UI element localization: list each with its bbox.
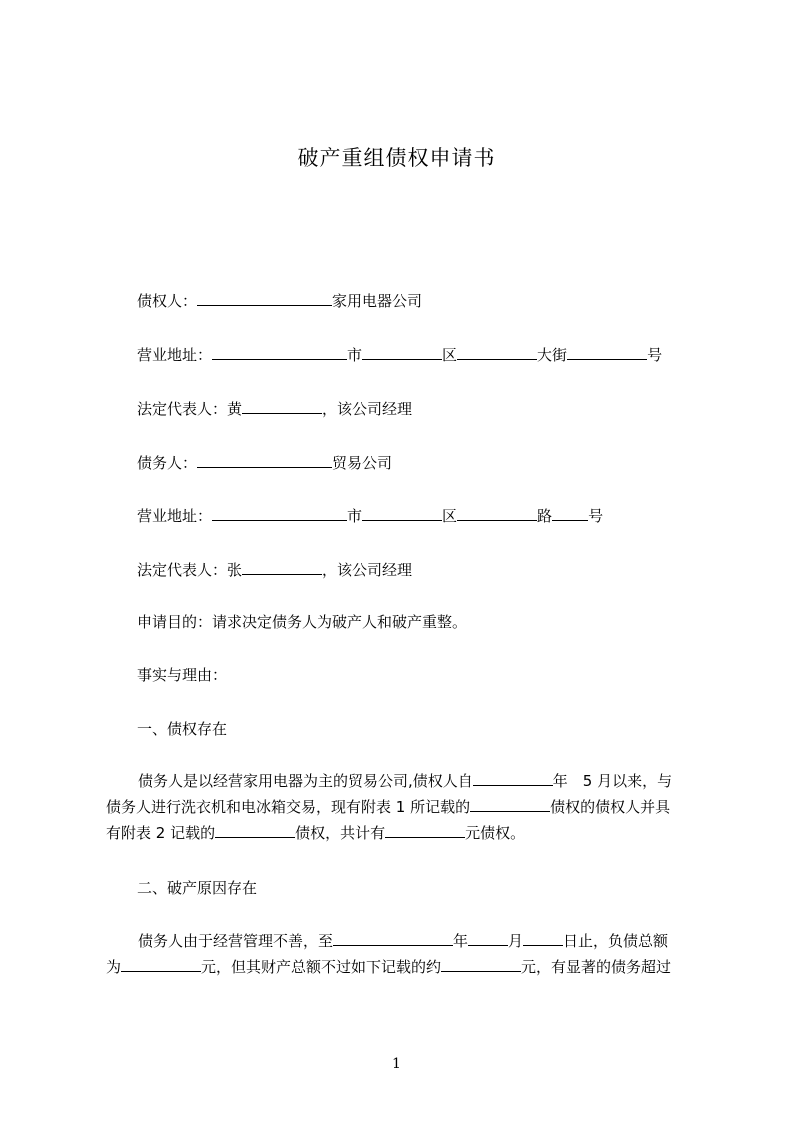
creditor-line [137,290,422,311]
page-number: 1 [392,1056,401,1072]
text: 年 [453,932,469,950]
blank[interactable] [362,505,442,521]
text: 月 [508,932,524,950]
city-label: 市 [347,507,363,525]
blank[interactable] [212,505,347,521]
facts-heading: 事实与理由： [137,666,228,684]
text: 有附表 2 记载的 [106,824,216,842]
creditor-rep-line [137,398,412,419]
rep-suffix: ，该公司经理 [322,400,413,418]
address-label: 营业地址： [137,507,213,525]
text: 元债权。 [465,824,526,842]
text: 为 [106,958,122,976]
section2-heading: 二、破产原因存在 [137,879,258,897]
paragraph-row [106,794,702,820]
blank[interactable] [470,796,550,812]
creditor-name-blank[interactable] [197,290,332,306]
blank[interactable] [567,344,647,360]
district-label: 区 [442,507,458,525]
rep-label: 法定代表人：黄 [137,400,243,418]
rep-label: 法定代表人：张 [137,561,243,579]
creditor-label: 债权人： [137,292,198,310]
city-label: 市 [347,346,363,364]
blank[interactable] [457,505,537,521]
address-label: 营业地址： [137,346,213,364]
blank[interactable] [121,956,201,972]
blank[interactable] [385,822,465,838]
blank[interactable] [457,344,537,360]
text: 元，但其财产总额不过如下记载的约 [201,958,442,976]
section2-paragraph [106,928,702,980]
text: 债务人由于经营管理不善，至 [138,932,334,950]
debtor-rep-line [137,559,412,580]
text: 债务人进行洗衣机和电冰箱交易，现有附表 1 所记载的 [106,798,471,816]
street-label: 大街 [537,346,568,364]
creditor-address-line [137,344,662,365]
section1-paragraph [106,768,702,846]
purpose-line: 申请目的：请求决定债务人为破产人和破产重整。 [137,613,468,631]
blank[interactable] [333,930,453,946]
blank[interactable] [242,398,322,414]
blank[interactable] [441,956,521,972]
text: 日止，负债总额 [563,932,669,950]
creditor-suffix: 家用电器公司 [332,292,423,310]
rep-suffix: ，该公司经理 [322,561,413,579]
paragraph-row [106,768,702,794]
blank[interactable] [473,770,553,786]
blank[interactable] [523,930,563,946]
blank[interactable] [468,930,508,946]
road-label: 路 [537,507,553,525]
blank[interactable] [215,822,295,838]
paragraph-row [106,820,702,846]
text: 年 5 月以来，与 [552,772,673,790]
text: 债务人是以经营家用电器为主的贸易公司,债权人自 [138,772,473,790]
document-title: 破产重组债权申请书 [297,146,496,170]
number-label: 号 [647,346,663,364]
blank[interactable] [212,344,347,360]
debtor-name-blank[interactable] [197,452,332,468]
district-label: 区 [442,346,458,364]
blank[interactable] [362,344,442,360]
paragraph-row [106,954,702,980]
debtor-line [137,452,392,473]
debtor-suffix: 贸易公司 [332,454,393,472]
debtor-address-line [137,505,603,526]
blank[interactable] [552,505,588,521]
text: 元，有显著的债务超过 [521,958,672,976]
text: 债权，共计有 [295,824,386,842]
number-label: 号 [588,507,604,525]
debtor-label: 债务人： [137,454,198,472]
blank[interactable] [242,559,322,575]
section1-heading: 一、债权存在 [137,720,228,738]
text: 债权的债权人并具 [550,798,671,816]
paragraph-row [106,928,702,954]
